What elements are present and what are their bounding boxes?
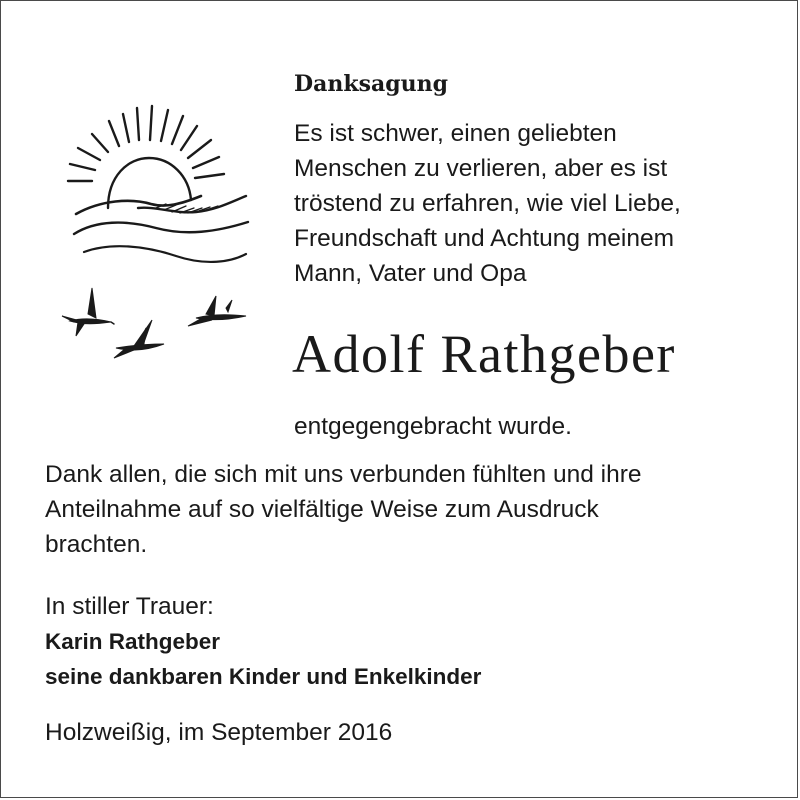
mourner-name: Karin Rathgeber: [45, 629, 221, 654]
intro-line: Es ist schwer, einen geliebten: [294, 120, 617, 147]
sunset-icon: [68, 106, 248, 262]
deceased-name: Adolf Rathgeber: [292, 324, 676, 384]
sunset-birds-illustration: [56, 96, 256, 366]
mourners-block: [45, 589, 481, 694]
flying-birds-icon: [62, 288, 246, 358]
intro-text: [294, 116, 681, 291]
mourning-intro: In stiller Trauer:: [45, 593, 214, 620]
after-name-text: entgegengebracht wurde.: [294, 413, 572, 440]
intro-line: Mann, Vater und Opa: [294, 260, 527, 287]
intro-line: Menschen zu verlieren, aber es ist: [294, 155, 668, 182]
thanks-line: Anteilnahme auf so vielfältige Weise zum Ausdruck: [45, 496, 599, 523]
intro-line: tröstend zu erfahren, wie viel Liebe,: [294, 190, 681, 217]
thanks-line: brachten.: [45, 531, 148, 558]
place-date: Holzweißig, im September 2016: [45, 719, 393, 746]
intro-line: Freundschaft und Achtung meinem: [294, 225, 674, 252]
mourner-family: seine dankbaren Kinder und Enkelkinder: [45, 664, 482, 689]
thanks-line: Dank allen, die sich mit uns verbunden fühlten und ihre: [45, 461, 642, 488]
thanks-text: [45, 457, 642, 562]
heading: Danksagung: [294, 71, 448, 97]
